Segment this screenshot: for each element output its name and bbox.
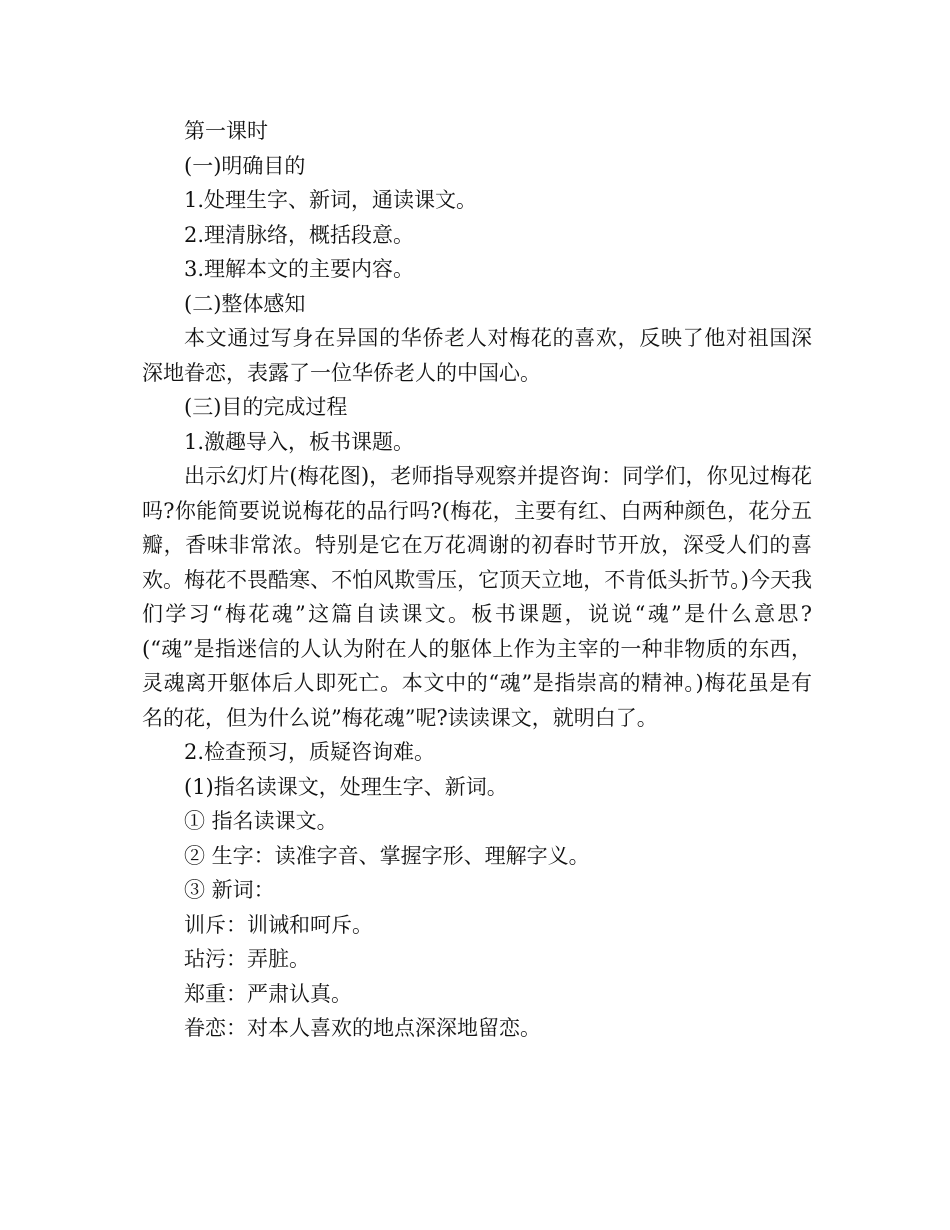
process-step: 1.激趣导入，板书课题。	[184, 429, 415, 454]
section-heading-goals: (一)明确目的	[184, 153, 306, 178]
vocab-entry: 训斥：训诫和呵斥。	[184, 912, 373, 937]
goal-item: 2.理清脉络，概括段意。	[184, 222, 415, 247]
sub-step: (1)指名读课文，处理生字、新词。	[184, 774, 508, 799]
document-body	[142, 114, 812, 1046]
goal-item: 1.处理生字、新词，通读课文。	[184, 188, 478, 212]
lesson-title: 第一课时	[184, 119, 268, 143]
circled-item: ① 指名读课文。	[184, 809, 338, 833]
circled-item: ② 生字：读准字音、掌握字形、理解字义。	[184, 843, 590, 868]
vocab-entry: 郑重：严肃认真。	[184, 981, 352, 1006]
vocab-entry: 玷污：弄脏。	[184, 947, 310, 971]
intro-paragraph: 出示幻灯片(梅花图)，老师指导观察并提咨询：同学们，你见过梅花吗?你能简要说说梅花的品行吗?(梅花，主要有红、白两种颜色，花分五瓣，香味非常浓。特别是它在万花凋谢的初春时节开放，深受人们的喜欢。梅花不畏酷寒、不怕风欺雪压，它顶天立地，不肯低头折节。)今天我们学习“梅花魂”这篇自读课文。板书课题，说说“魂”是什么意思?(“魂”是指迷信的人认为附在人的躯体上作为主宰的一种非物质的东西，灵魂离开躯体后人即死亡。本文中的“魂”是指崇高的精神。)梅花虽是有名的花，但为什么说”梅花魂”呢?读读课文，就明白了。	[142, 464, 812, 730]
process-step: 2.检查预习，质疑咨询难。	[184, 740, 436, 764]
section-heading-overview: (二)整体感知	[184, 291, 306, 316]
section-heading-process: (三)目的完成过程	[184, 395, 348, 419]
goal-item: 3.理解本文的主要内容。	[184, 257, 415, 281]
circled-item: ③ 新词：	[184, 878, 275, 902]
overview-paragraph: 本文通过写身在异国的华侨老人对梅花的喜欢，反映了他对祖国深深地眷恋，表露了一位华侨老人的中国心。	[142, 326, 812, 385]
vocab-entry: 眷恋：对本人喜欢的地点深深地留恋。	[184, 1016, 541, 1040]
